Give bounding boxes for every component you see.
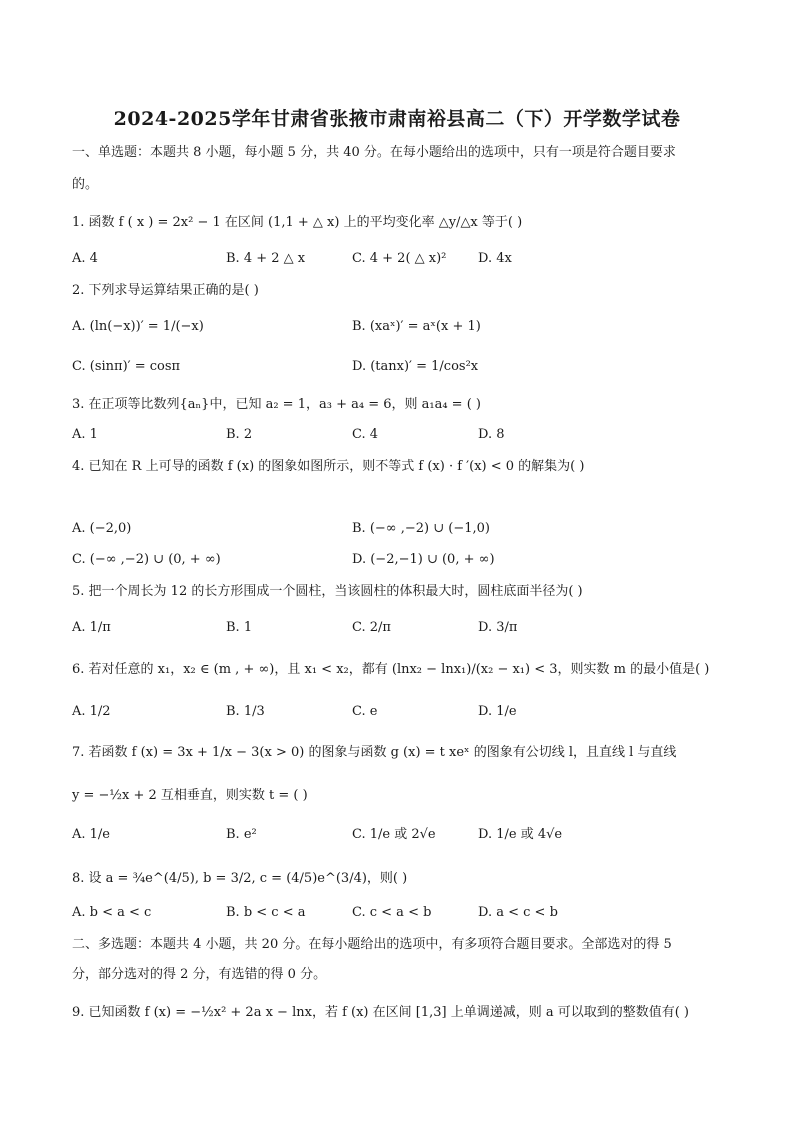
question-2-stem: 2. 下列求导运算结果正确的是( ): [72, 283, 259, 298]
question-6-option-d: D. 1/e: [478, 704, 517, 719]
question-6-stem: 6. 若对任意的 x₁，x₂ ∈ (m , + ∞)，且 x₁ < x₂，都有 (lnx₂ − lnx₁)/(x₂ − x₁) < 3，则实数 m 的最小值是( ): [72, 662, 710, 677]
section-2-heading-cont: 分，部分选对的得 2 分，有选错的得 0 分。: [72, 967, 327, 982]
question-3-option-d: D. 8: [478, 427, 505, 442]
question-2-option-d: D. (tanx)′ = 1/cos²x: [352, 359, 479, 374]
question-1-option-a: A. 4: [72, 251, 98, 266]
question-4-option-a: A. (−2,0): [72, 521, 132, 536]
question-7-option-a: A. 1/e: [72, 827, 110, 842]
question-7-option-b: B. e²: [226, 827, 257, 842]
question-4-option-c: C. (−∞ ,−2) ∪ (0, + ∞): [72, 552, 221, 567]
question-1-stem: 1. 函数 f ( x ) = 2x² − 1 在区间 (1,1 + △ x) 上的平均变化率 △y/△x 等于( ): [72, 215, 523, 230]
question-3-stem: 3. 在正项等比数列{aₙ}中，已知 a₂ = 1，a₃ + a₄ = 6，则 a₁a₄ = ( ): [72, 397, 481, 412]
question-6-option-a: A. 1/2: [72, 704, 111, 719]
question-1-option-d: D. 4x: [478, 251, 512, 266]
question-4-stem: 4. 已知在 R 上可导的函数 f (x) 的图象如图所示，则不等式 f (x) · f ′(x) < 0 的解集为( ): [72, 459, 585, 474]
question-6-option-c: C. e: [352, 704, 378, 719]
question-5-option-c: C. 2/π: [352, 620, 391, 635]
question-8-option-c: C. c < a < b: [352, 905, 432, 920]
question-4-option-b: B. (−∞ ,−2) ∪ (−1,0): [352, 521, 490, 536]
question-1-option-c: C. 4 + 2( △ x)²: [352, 251, 447, 266]
section-1-heading-cont: 的。: [72, 177, 99, 192]
question-5-stem: 5. 把一个周长为 12 的长方形围成一个圆柱，当该圆柱的体积最大时，圆柱底面半径为( ): [72, 584, 583, 599]
question-8-option-a: A. b < a < c: [72, 905, 152, 920]
section-1-heading: 一、单选题：本题共 8 小题，每小题 5 分，共 40 分。在每小题给出的选项中，只有一项是符合题目要求: [72, 145, 676, 160]
question-5-option-a: A. 1/π: [72, 620, 111, 635]
question-8-option-b: B. b < c < a: [226, 905, 306, 920]
question-2-option-c: C. (sinπ)′ = cosπ: [72, 359, 181, 374]
question-5-option-b: B. 1: [226, 620, 253, 635]
question-8-stem: 8. 设 a = ¾e^(4/5), b = 3/2, c = (4/5)e^(3/4)，则( ): [72, 871, 408, 886]
question-2-option-b: B. (xaˣ)′ = aˣ(x + 1): [352, 319, 481, 334]
question-9-stem: 9. 已知函数 f (x) = −½x² + 2a x − lnx，若 f (x) 在区间 [1,3] 上单调递减，则 a 可以取到的整数值有( ): [72, 1005, 689, 1020]
section-2-heading: 二、多选题：本题共 4 小题，共 20 分。在每小题给出的选项中，有多项符合题目要求。全部选对的得 5: [72, 937, 672, 952]
question-7-stem-cont: y = −½x + 2 互相垂直，则实数 t = ( ): [72, 788, 308, 803]
question-7-option-c: C. 1/e 或 2√e: [352, 827, 436, 842]
question-2-option-a: A. (ln(−x))′ = 1/(−x): [72, 319, 204, 334]
question-6-option-b: B. 1/3: [226, 704, 265, 719]
question-1-option-b: B. 4 + 2 △ x: [226, 251, 306, 266]
question-4-option-d: D. (−2,−1) ∪ (0, + ∞): [352, 552, 495, 567]
question-7-stem: 7. 若函数 f (x) = 3x + 1/x − 3(x > 0) 的图象与函数 g (x) = t xeˣ 的图象有公切线 l，且直线 l 与直线: [72, 745, 677, 760]
question-3-option-b: B. 2: [226, 427, 253, 442]
question-5-option-d: D. 3/π: [478, 620, 518, 635]
question-8-option-d: D. a < c < b: [478, 905, 558, 920]
question-3-option-c: C. 4: [352, 427, 379, 442]
question-7-option-d: D. 1/e 或 4√e: [478, 827, 563, 842]
question-3-option-a: A. 1: [72, 427, 98, 442]
page-title: 2024-2025学年甘肃省张掖市肃南裕县高二（下）开学数学试卷: [113, 108, 681, 130]
